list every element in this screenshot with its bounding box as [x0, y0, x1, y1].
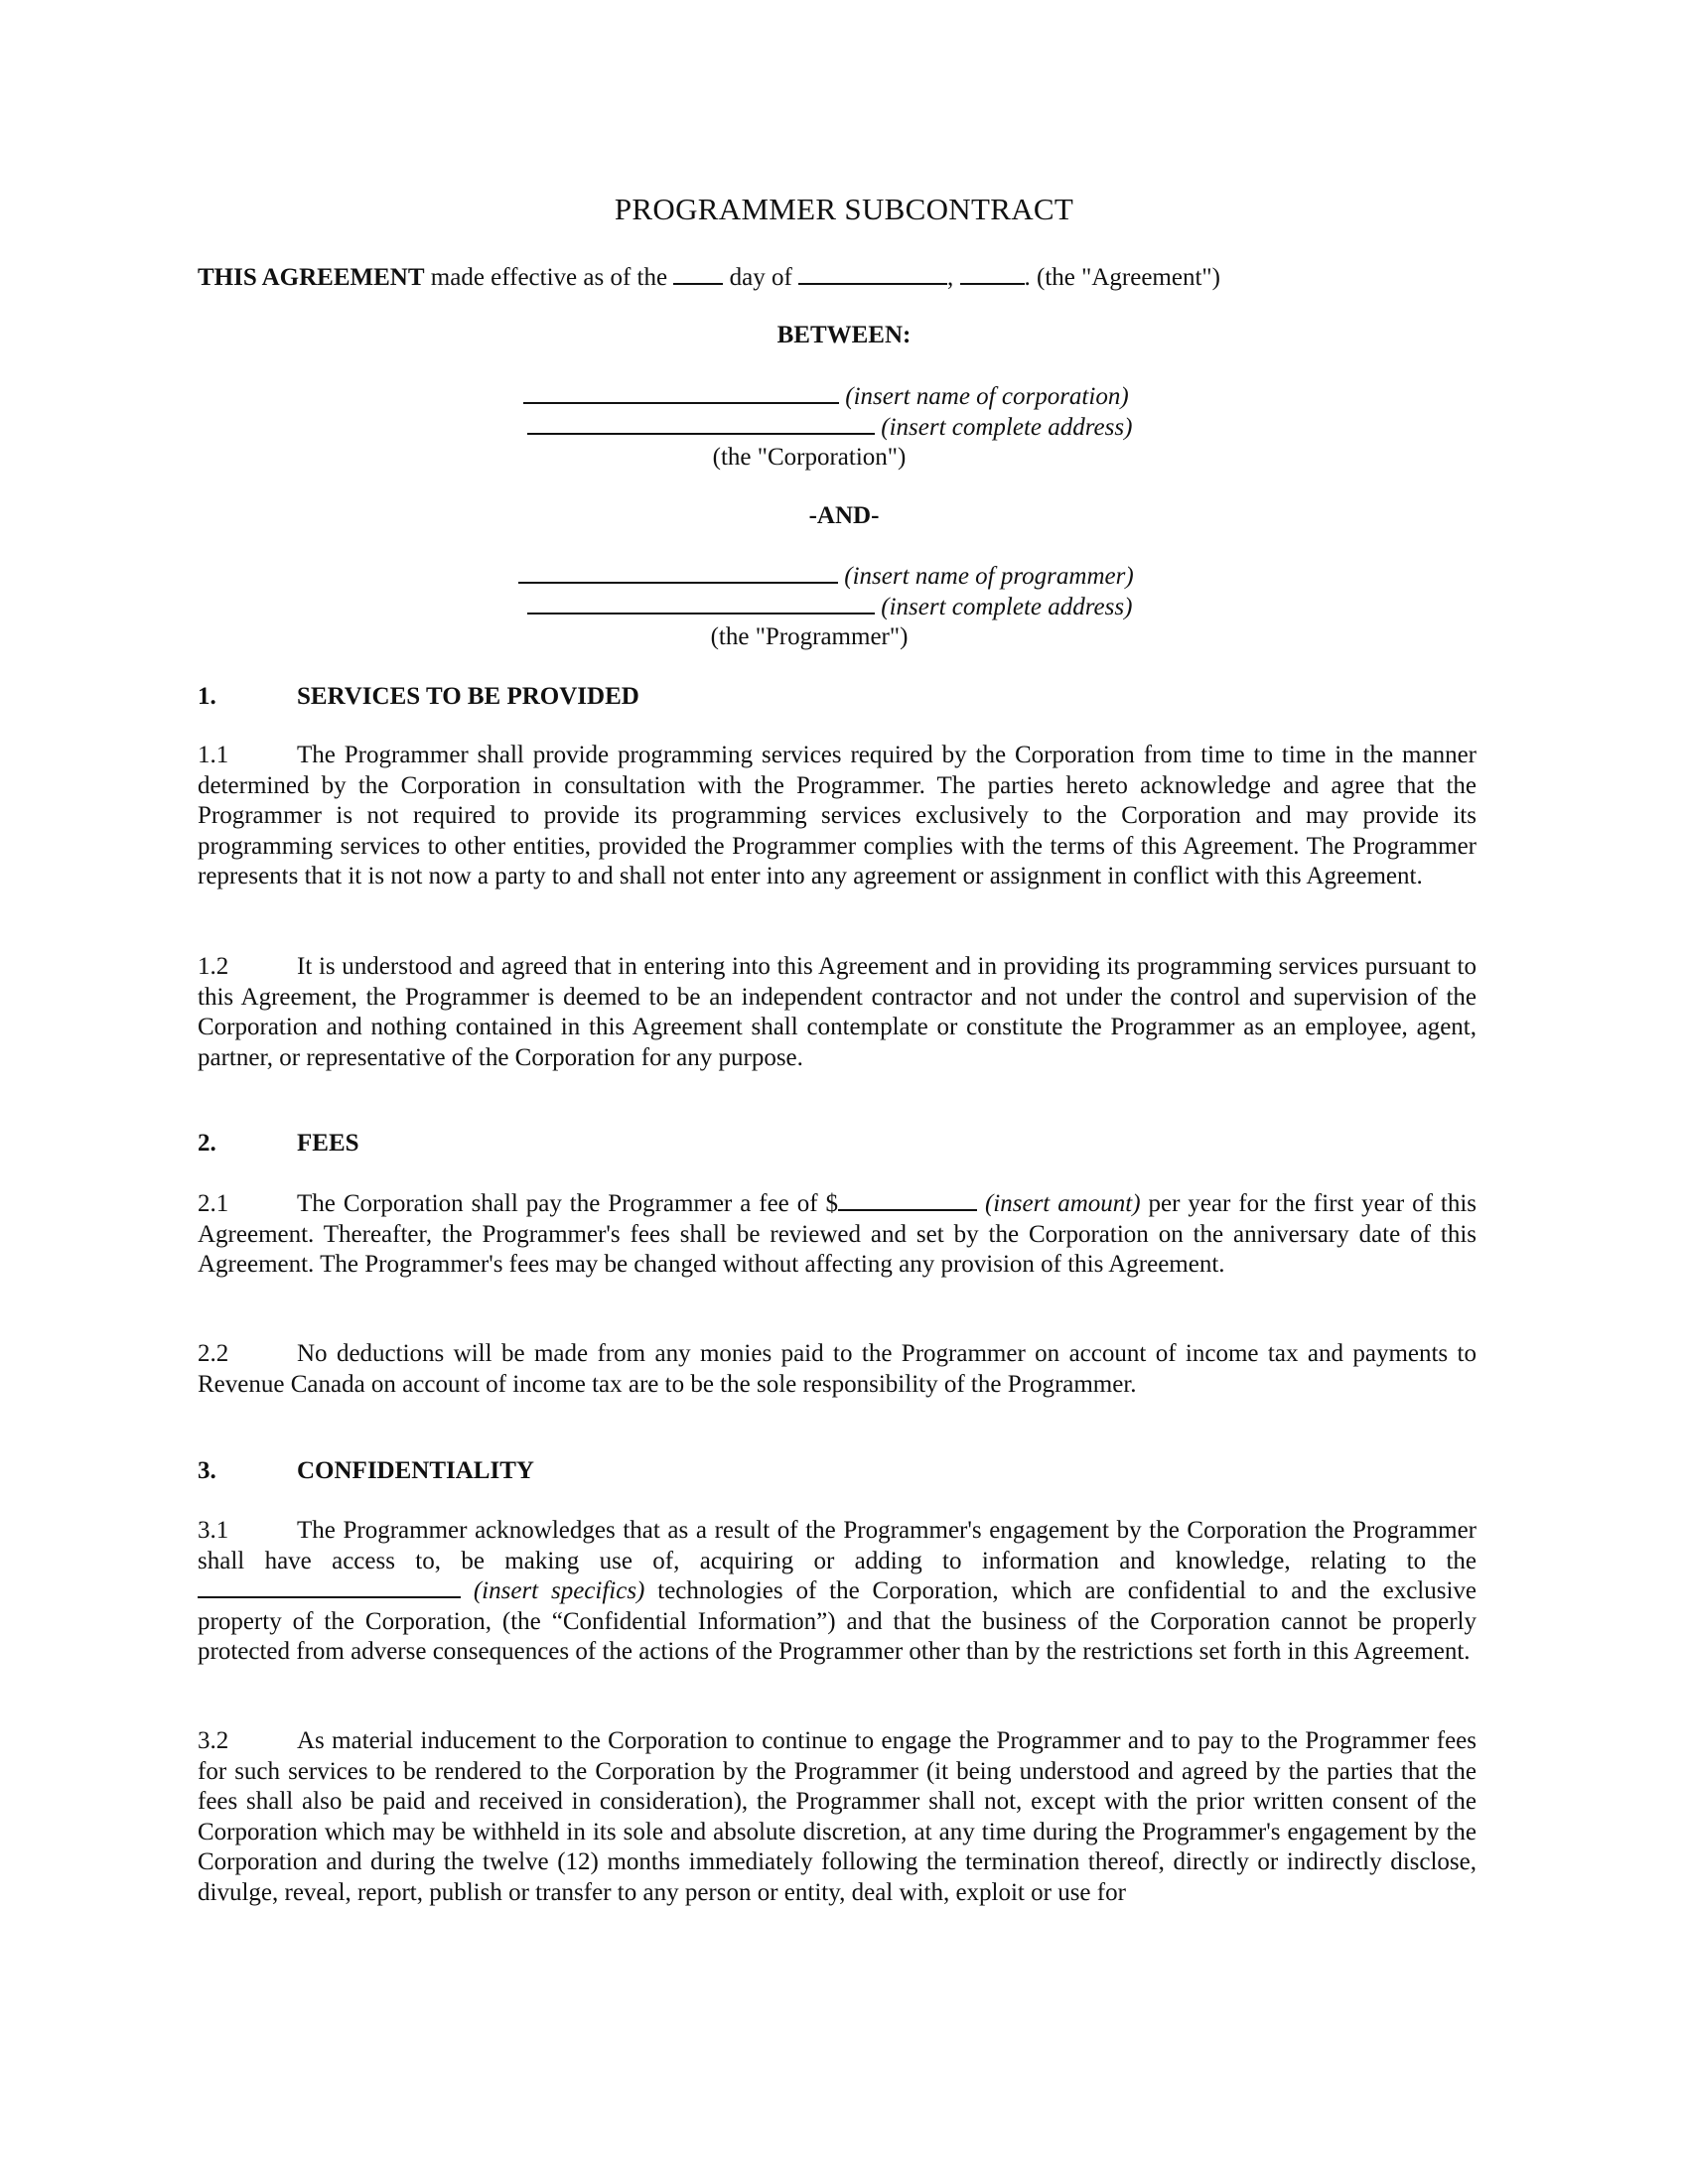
corporation-address-field[interactable] [527, 413, 875, 435]
corporation-defined: (the "Corporation") [712, 444, 907, 471]
clause-number: 2.1 [198, 1190, 229, 1217]
clause-text-before: The Programmer acknowledges that as a result of the Programmer's engagement by the Corporation the Programmer shall have access to, be making use of, acquiring or adding to information and knowledge, relating to the [198, 1517, 1477, 1574]
intro-text-4: . (the "Agreement") [1024, 264, 1220, 291]
clause-1-2 [198, 952, 1477, 1073]
clause-3-1 [198, 1516, 1477, 1668]
section-3-heading [198, 1457, 534, 1485]
programmer-address-hint: (insert complete address) [881, 594, 1133, 620]
corporation-name-field[interactable] [523, 382, 839, 404]
clause-text: The Programmer shall provide programming services required by the Corporation from time to time in the manner determined by the Corporation in consultation with the Programmer. The parties hereto acknowledge and agree that the Programmer is not required to provide its programming services exclusively to the Corporation and may provide its programming services to other entities, provided the Programmer complies with the terms of this Agreement. The Programmer represents that it is not now a party to and shall not enter into any agreement or assignment in conflict with this Agreement. [198, 742, 1477, 889]
clause-number: 1.2 [198, 953, 229, 980]
clause-text: As material inducement to the Corporation to continue to engage the Programmer and to pay to the Programmer fees for such services to be rendered to the Corporation by the Programmer (it being understood and agreed by the parties that the fees shall also be paid and received in consideration), the Programmer shall not, except with the prior written consent of the Corporation which may be withheld in its sole and absolute discretion, at any time during the Programmer's engagement by the Corporation and during the twelve (12) months immediately following the termination thereof, directly or indirectly disclose, divulge, reveal, report, publish or transfer to any person or entity, deal with, exploit or use for [198, 1727, 1477, 1906]
year-blank-field[interactable] [960, 263, 1025, 285]
programmer-name-field[interactable] [518, 562, 838, 584]
fee-amount-hint: (insert amount) [984, 1190, 1141, 1217]
section-title: SERVICES TO BE PROVIDED [297, 683, 639, 710]
section-2-heading [198, 1130, 359, 1158]
corporation-address-hint: (insert complete address) [881, 414, 1133, 441]
clause-number: 1.1 [198, 742, 229, 768]
clause-text-after: per year for the first year of this Agreement. Thereafter, the Programmer's fees shall be reviewed and set by the Corporation on the anniversary date of this Agreement. The Programmer's fees may be changed without affecting any provision of this Agreement. [198, 1190, 1477, 1278]
clause-number: 3.2 [198, 1727, 229, 1754]
clause-text: It is understood and agreed that in entering into this Agreement and in providing its programming services pursuant to this Agreement, the Programmer is deemed to be an independent contractor and not under the control and supervision of the Corporation and nothing contained in this Agreement shall contemplate or constitute the Programmer as an employee, agent, partner, or representative of the Corporation for any purpose. [198, 953, 1477, 1071]
programmer-defined: (the "Programmer") [710, 623, 909, 650]
agreement-intro [198, 263, 1220, 292]
intro-text-1: made effective as of the [430, 264, 668, 291]
clause-2-1 [198, 1189, 1477, 1281]
document-title: PROGRAMMER SUBCONTRACT [614, 192, 1074, 226]
corporation-address-line [527, 413, 1132, 442]
intro-text-2: day of [729, 264, 792, 291]
clause-1-1 [198, 741, 1477, 892]
clause-text: No deductions will be made from any monies paid to the Programmer on account of income tax and payments to Revenue Canada on account of income tax are to be the sole responsibility of the Programmer. [198, 1340, 1477, 1398]
technology-specifics-field[interactable] [198, 1576, 461, 1598]
programmer-address-field[interactable] [527, 593, 875, 614]
clause-2-2 [198, 1339, 1477, 1400]
section-1-heading [198, 683, 639, 711]
clause-text-after: technologies of the Corporation, which are confidential to and the exclusive property of the Corporation, (the “Confidential Information”) and that the business of the Corporation cannot be properly protected from adverse consequences of the actions of the Programmer other than by the restrictions set forth in this Agreement. [198, 1577, 1477, 1665]
programmer-name-hint: (insert name of programmer) [844, 563, 1134, 590]
corporation-name-line [523, 382, 1129, 411]
clause-number: 2.2 [198, 1340, 229, 1367]
intro-lead: THIS AGREEMENT [198, 264, 425, 291]
between-label: BETWEEN: [776, 322, 912, 348]
section-title: CONFIDENTIALITY [297, 1457, 534, 1484]
month-blank-field[interactable] [798, 263, 947, 285]
section-title: FEES [297, 1130, 359, 1157]
section-number: 1. [198, 683, 216, 710]
clause-number: 3.1 [198, 1517, 229, 1544]
day-blank-field[interactable] [673, 263, 723, 285]
section-number: 2. [198, 1130, 216, 1157]
section-number: 3. [198, 1457, 216, 1484]
and-label: -AND- [808, 502, 880, 529]
programmer-name-line [518, 562, 1134, 591]
corporation-name-hint: (insert name of corporation) [845, 383, 1129, 410]
technology-specifics-hint: (insert specifics) [473, 1577, 645, 1604]
clause-text-before: The Corporation shall pay the Programmer a fee of $ [297, 1190, 839, 1217]
clause-3-2 [198, 1726, 1477, 1908]
fee-amount-field[interactable] [838, 1189, 977, 1211]
programmer-address-line [527, 593, 1132, 621]
intro-text-3: , [947, 264, 954, 291]
